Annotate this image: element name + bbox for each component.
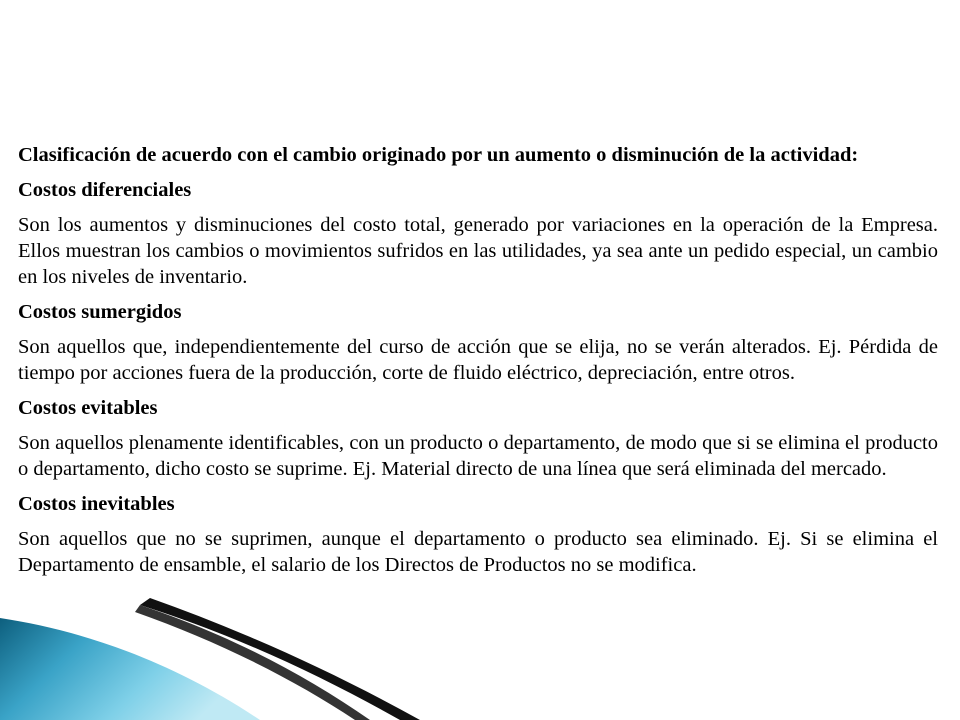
wave-black-stripe-thin [135,605,370,720]
section-title-diferenciales: Costos diferenciales [18,179,192,201]
decorative-wave-corner [0,590,480,720]
section-body-diferenciales: Son los aumentos y disminuciones del costo total, generado por variaciones en la operación de la Empresa. Ellos muestran los cambios o movimientos sufridos en las utilidades, ya sea ante un pedido especial, un cambio en los niveles de inventario. [18,214,938,288]
intro-heading: Clasificación de acuerdo con el cambio originado por un aumento o disminución de la actividad: [18,144,859,166]
wave-blue-shape [0,618,260,720]
slide-body [18,142,938,587]
section-title-sumergidos: Costos sumergidos [18,301,182,323]
section-body-inevitables: Son aquellos que no se suprimen, aunque el departamento o producto sea eliminado. Ej. Si se elimina el Departamento de ensamble, el salario de los Directos de Productos no se modifica. [18,528,938,576]
section-body-evitables: Son aquellos plenamente identificables, con un producto o departamento, de modo que si se elimina el producto o departamento, dicho costo se suprime. Ej. Material directo de una línea que será eliminada del mercado. [18,432,938,480]
section-title-inevitables: Costos inevitables [18,493,175,515]
wave-black-stripe [140,598,420,720]
section-body-sumergidos: Son aquellos que, independientemente del curso de acción que se elija, no se verán alterados. Ej. Pérdida de tiempo por acciones fuera de la producción, corte de fluido eléctrico, depreciación, entre otros. [18,336,938,384]
section-title-evitables: Costos evitables [18,397,158,419]
